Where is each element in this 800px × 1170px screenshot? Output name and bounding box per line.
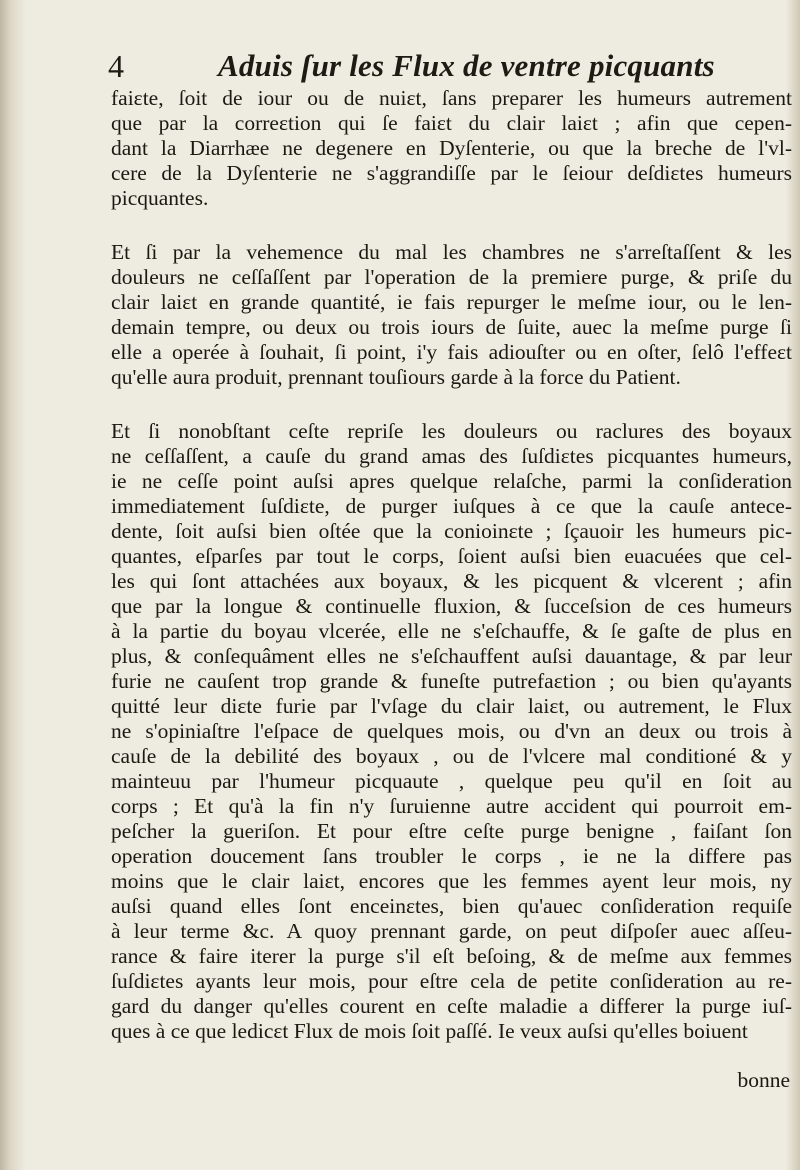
paragraph — [111, 86, 792, 211]
text-line: plus, & conſequâment elles ne s'eſchauffent auſsi dauantage, & par leur — [111, 644, 792, 668]
text-line: mainteuu par l'humeur picquaute , quelque peu qu'il en ſoit au — [111, 769, 792, 793]
text-line: faiɛte, ſoit de iour ou de nuiɛt, ſans preparer les humeurs autrement — [111, 86, 792, 110]
text-line: operation doucement ſans troubler le corps , ie ne la differe pas — [111, 844, 792, 868]
page-gutter-shadow — [0, 0, 26, 1170]
text-line: que par la correɛtion qui ſe faiɛt du clair laiɛt ; afin que cepen- — [111, 111, 792, 135]
paragraph — [111, 419, 792, 1044]
text-line: immediatement ſuſdiɛte, de purger iuſques à ce que la cauſe antece- — [111, 494, 792, 518]
text-line: dente, ſoit auſsi bien oſtée que la conioinɛte ; ſçauoir les humeurs pic- — [111, 519, 792, 543]
paragraph-gap — [111, 390, 792, 419]
text-line: ie ne ceſſe point auſsi apres quelque relaſche, parmi la conſideration — [111, 469, 792, 493]
text-line: à leur terme &c. A quoy prennant garde, on peut diſpoſer auec aſſeu- — [111, 919, 792, 943]
paragraph — [111, 240, 792, 390]
body-text — [111, 86, 792, 1044]
text-line: clair laiɛt en grande quantité, ie fais repurger le meſme iour, ou le len- — [111, 290, 792, 314]
catchword: bonne — [737, 1068, 790, 1092]
text-line: ne ceſſaſſent, a cauſe du grand amas des ſuſdiɛtes picquantes humeurs, — [111, 444, 792, 468]
text-line: gard du danger qu'elles courent en ceſte maladie a differer la purge iuſ- — [111, 994, 792, 1018]
text-line: quitté leur diɛte furie par l'vſage du clair laiɛt, ou autrement, le Flux — [111, 694, 792, 718]
text-line: moins que le clair laiɛt, encores que les femmes ayent leur mois, ny — [111, 869, 792, 893]
text-line: ne s'opiniaſtre l'eſpace de quelques mois, ou d'vn an deux ou trois à — [111, 719, 792, 743]
text-line: Et ſi nonobſtant ceſte repriſe les douleurs ou raclures des boyaux — [111, 419, 792, 443]
text-line: les qui ſont attachées aux boyaux, & les picquent & vlcerent ; afin — [111, 569, 792, 593]
text-line: auſsi quand elles ſont enceinɛtes, bien qu'auec conſideration requiſe — [111, 894, 792, 918]
text-line: dant la Diarrhæe ne degenere en Dyſenterie, ou que la breche de l'vl- — [111, 136, 792, 160]
text-line: furie ne cauſent trop grande & funeſte putrefaɛtion ; ou bien qu'ayants — [111, 669, 792, 693]
text-line: elle a operée à ſouhait, ſi point, i'y fais adiouſter ou en oſter, ſelô l'effeɛt — [111, 340, 792, 364]
text-line: douleurs ne ceſſaſſent par l'operation de la premiere purge, & priſe du — [111, 265, 792, 289]
page-header — [108, 40, 770, 86]
text-line: cere de la Dyſenterie ne s'aggrandiſſe par le ſeiour deſdiɛtes humeurs — [111, 161, 792, 185]
text-line: corps ; Et qu'à la fin n'y ſuruienne autre accident qui pourroit em- — [111, 794, 792, 818]
text-line: Et ſi par la vehemence du mal les chambres ne s'arreſtaſſent & les — [111, 240, 792, 264]
text-line: qu'elle aura produit, prennant touſiours garde à la force du Patient. — [111, 365, 681, 389]
text-line: que par la longue & continuelle fluxion, & ſucceſsion de ces humeurs — [111, 594, 792, 618]
text-line: ques à ce que ledicɛt Flux de mois ſoit paſſé. Ie veux auſsi qu'elles boiuent — [111, 1019, 748, 1043]
page-number: 4 — [108, 48, 124, 84]
text-line: cauſe de la debilité des boyaux , ou de l'vlcere mal conditioné & y — [111, 744, 792, 768]
text-line: à la partie du boyau vlcerée, elle ne s'eſchauffe, & ſe gaſte de plus en — [111, 619, 792, 643]
text-line: quantes, eſparſes par tout le corps, ſoient auſsi bien euacuées que cel- — [111, 544, 792, 568]
text-line: rance & faire iterer la purge s'il eſt beſoing, & de meſme aux femmes — [111, 944, 792, 968]
paragraph-gap — [111, 211, 792, 240]
text-line: peſcher la gueriſon. Et pour eſtre ceſte purge benigne , faiſant ſon — [111, 819, 792, 843]
text-line: demain tempre, ou deux ou trois iours de ſuite, auec la meſme purge ſi — [111, 315, 792, 339]
text-line: ſuſdiɛtes ayants leur mois, pour eſtre cela de petite conſideration au re- — [111, 969, 792, 993]
text-line: picquantes. — [111, 186, 209, 210]
running-title: Aduis ſur les Flux de ventre picquants — [218, 48, 715, 83]
